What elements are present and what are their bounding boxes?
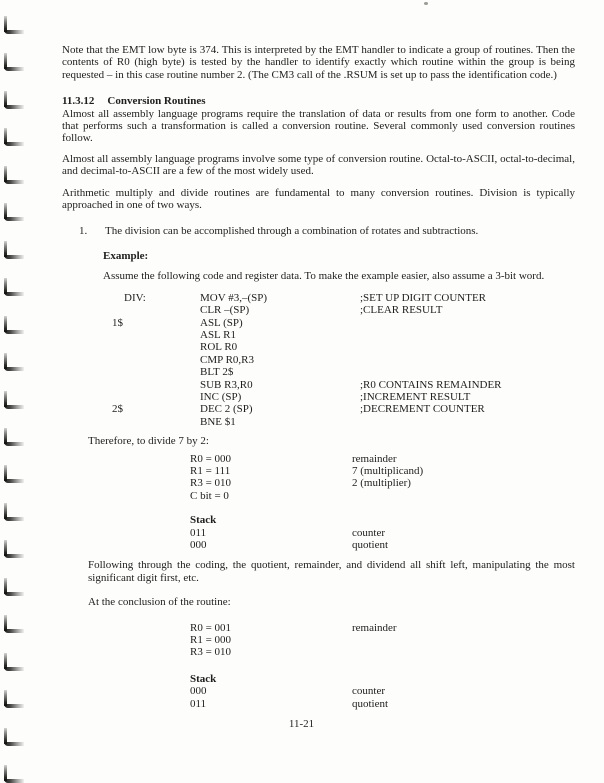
code-instruction: SUB R3,R0 xyxy=(200,378,253,391)
code-line xyxy=(112,391,575,403)
code-label xyxy=(112,329,200,341)
following-paragraph: Following through the coding, the quotient, remainder, and dividend all shift left, manipulating the most significant digit first, etc. xyxy=(88,559,575,584)
paragraph-arithmetic: Arithmetic multiply and divide routines are fundamental to many conversion routines. Division is typically approached in one of two ways. xyxy=(62,186,575,212)
register-note: remainder xyxy=(352,452,397,465)
code-instruction: ASL (SP) xyxy=(200,316,243,329)
conclusion-intro: At the conclusion of the routine: xyxy=(88,596,231,609)
page-content xyxy=(62,0,575,730)
register-row xyxy=(190,646,575,658)
stack-header-row xyxy=(190,514,575,526)
code-comment: ;CLEAR RESULT xyxy=(360,304,443,317)
code-instruction: BNE $1 xyxy=(200,415,236,428)
code-comment: ;DECREMENT COUNTER xyxy=(360,403,485,416)
binding-mark-icon xyxy=(3,690,25,708)
register-note: 7 (multiplicand) xyxy=(352,464,424,477)
binding-mark-icon xyxy=(3,91,25,109)
code-line xyxy=(112,354,575,366)
register-note: 2 (multiplier) xyxy=(352,477,411,490)
code-instruction: BLT 2$ xyxy=(200,366,234,379)
stack-note: quotient xyxy=(352,539,389,551)
stack-value: 011 xyxy=(190,526,207,539)
code-instruction: CMP R0,R3 xyxy=(200,353,255,366)
register-value: R0 = 000 xyxy=(190,452,232,465)
registers-before xyxy=(190,453,575,503)
binding-marks xyxy=(0,0,30,783)
code-label xyxy=(112,304,200,316)
code-comment xyxy=(360,366,575,378)
binding-mark-icon xyxy=(3,578,25,596)
code-instruction: DEC 2 (SP) xyxy=(200,403,253,416)
stack-value: 011 xyxy=(190,697,207,710)
code-comment xyxy=(360,329,575,341)
register-note: remainder xyxy=(352,621,397,634)
code-label: 2$ xyxy=(112,403,123,416)
code-comment xyxy=(360,341,575,353)
list-item-text: The division can be accomplished through a combination of rotates and subtractions. xyxy=(105,225,479,238)
register-note xyxy=(352,490,575,502)
code-label xyxy=(112,366,200,378)
paragraph-conversion-types: Almost all assembly language programs involve some type of conversion routine. Octal-to-ASCII, octal-to-decimal, and decimal-to-ASCII are a few of the most widely used. xyxy=(62,152,575,178)
code-label xyxy=(112,341,200,353)
code-label xyxy=(112,391,200,403)
stack-before xyxy=(190,514,575,551)
stack-row xyxy=(190,698,575,710)
section-number: 11.3.12 xyxy=(62,95,95,108)
register-value: R1 = 111 xyxy=(190,464,231,477)
register-note xyxy=(352,634,575,646)
stack-note: quotient xyxy=(352,697,389,710)
code-listing xyxy=(112,292,575,428)
stack-note: counter xyxy=(352,526,385,539)
register-note xyxy=(352,646,575,658)
binding-mark-icon xyxy=(3,166,25,184)
binding-mark-icon xyxy=(3,53,25,71)
code-line xyxy=(112,379,575,391)
binding-mark-icon xyxy=(3,203,25,221)
stack-label: Stack xyxy=(190,514,217,527)
code-instruction: MOV #3,–(SP) xyxy=(200,291,268,304)
list-item-number: 1. xyxy=(79,225,88,238)
register-row xyxy=(190,465,575,477)
code-comment xyxy=(360,416,575,428)
binding-mark-icon xyxy=(3,241,25,259)
register-row xyxy=(190,622,575,634)
example-intro: Assume the following code and register data. To make the example easier, also assume a 3-bit word. xyxy=(103,270,545,283)
stack-row xyxy=(190,539,575,551)
code-line xyxy=(112,304,575,316)
code-comment xyxy=(360,317,575,329)
list-item-division xyxy=(62,225,575,237)
code-instruction: CLR –(SP) xyxy=(200,304,250,317)
code-label xyxy=(112,379,200,391)
paragraph-conversion-overview: Almost all assembly language programs require the translation of data or results from one form to another. Code that performs such a transformation is called a conversion routine. Several commonly used conversion routines follow. xyxy=(62,107,575,145)
register-value: C bit = 0 xyxy=(190,489,229,502)
register-row xyxy=(190,453,575,465)
register-row xyxy=(190,477,575,489)
code-line xyxy=(112,403,575,415)
section-heading xyxy=(62,95,575,107)
binding-mark-icon xyxy=(3,540,25,558)
stack-after xyxy=(190,673,575,710)
register-row xyxy=(190,634,575,646)
code-comment: ;INCREMENT RESULT xyxy=(360,390,471,403)
example-label: Example: xyxy=(103,249,149,262)
code-line xyxy=(112,317,575,329)
code-instruction: INC (SP) xyxy=(200,390,242,403)
code-comment: ;SET UP DIGIT COUNTER xyxy=(360,291,486,304)
binding-mark-icon xyxy=(3,391,25,409)
stack-note: counter xyxy=(352,685,385,698)
registers-after xyxy=(190,622,575,659)
code-line xyxy=(112,329,575,341)
code-comment xyxy=(360,354,575,366)
binding-mark-icon xyxy=(3,353,25,371)
register-value: R0 = 001 xyxy=(190,621,232,634)
register-value: R1 = 000 xyxy=(190,634,232,647)
code-comment: ;R0 CONTAINS REMAINDER xyxy=(360,378,502,391)
register-value: R3 = 010 xyxy=(190,646,232,659)
binding-mark-icon xyxy=(3,728,25,746)
stack-row xyxy=(190,685,575,697)
stack-value: 000 xyxy=(190,685,207,698)
binding-mark-icon xyxy=(3,428,25,446)
code-line xyxy=(112,366,575,378)
register-value: R3 = 010 xyxy=(190,477,232,490)
stack-value: 000 xyxy=(190,539,207,551)
intro-paragraph: Note that the EMT low byte is 374. This is interpreted by the EMT handler to indicate a group of routines. Then the contents of R0 (high byte) is tested by the handler to identify exactly which routine within the group is being requested – in this case routine number 2. (The CM3 call of the .RSUM is set up to pass the identification code.) xyxy=(62,44,575,81)
stack-row xyxy=(190,527,575,539)
binding-mark-icon xyxy=(3,16,25,34)
register-row xyxy=(190,490,575,502)
code-line xyxy=(112,341,575,353)
code-instruction: ROL R0 xyxy=(200,341,238,354)
stack-header-row xyxy=(190,673,575,685)
binding-mark-icon xyxy=(3,503,25,521)
code-line xyxy=(112,292,575,304)
code-label: DIV: xyxy=(124,291,146,304)
code-label xyxy=(112,416,200,428)
code-instruction: ASL R1 xyxy=(200,328,236,341)
binding-mark-icon xyxy=(3,615,25,633)
stack-label: Stack xyxy=(190,672,217,685)
code-label: 1$ xyxy=(112,316,123,329)
section-title: Conversion Routines xyxy=(107,95,206,108)
binding-mark-icon xyxy=(3,465,25,483)
binding-mark-icon xyxy=(3,653,25,671)
binding-mark-icon xyxy=(3,128,25,146)
code-line xyxy=(112,416,575,428)
page-number: 11-21 xyxy=(288,718,315,731)
binding-mark-icon xyxy=(3,765,25,783)
code-label xyxy=(112,354,200,366)
binding-mark-icon xyxy=(3,278,25,296)
divide-example-intro: Therefore, to divide 7 by 2: xyxy=(88,435,209,448)
binding-mark-icon xyxy=(3,316,25,334)
